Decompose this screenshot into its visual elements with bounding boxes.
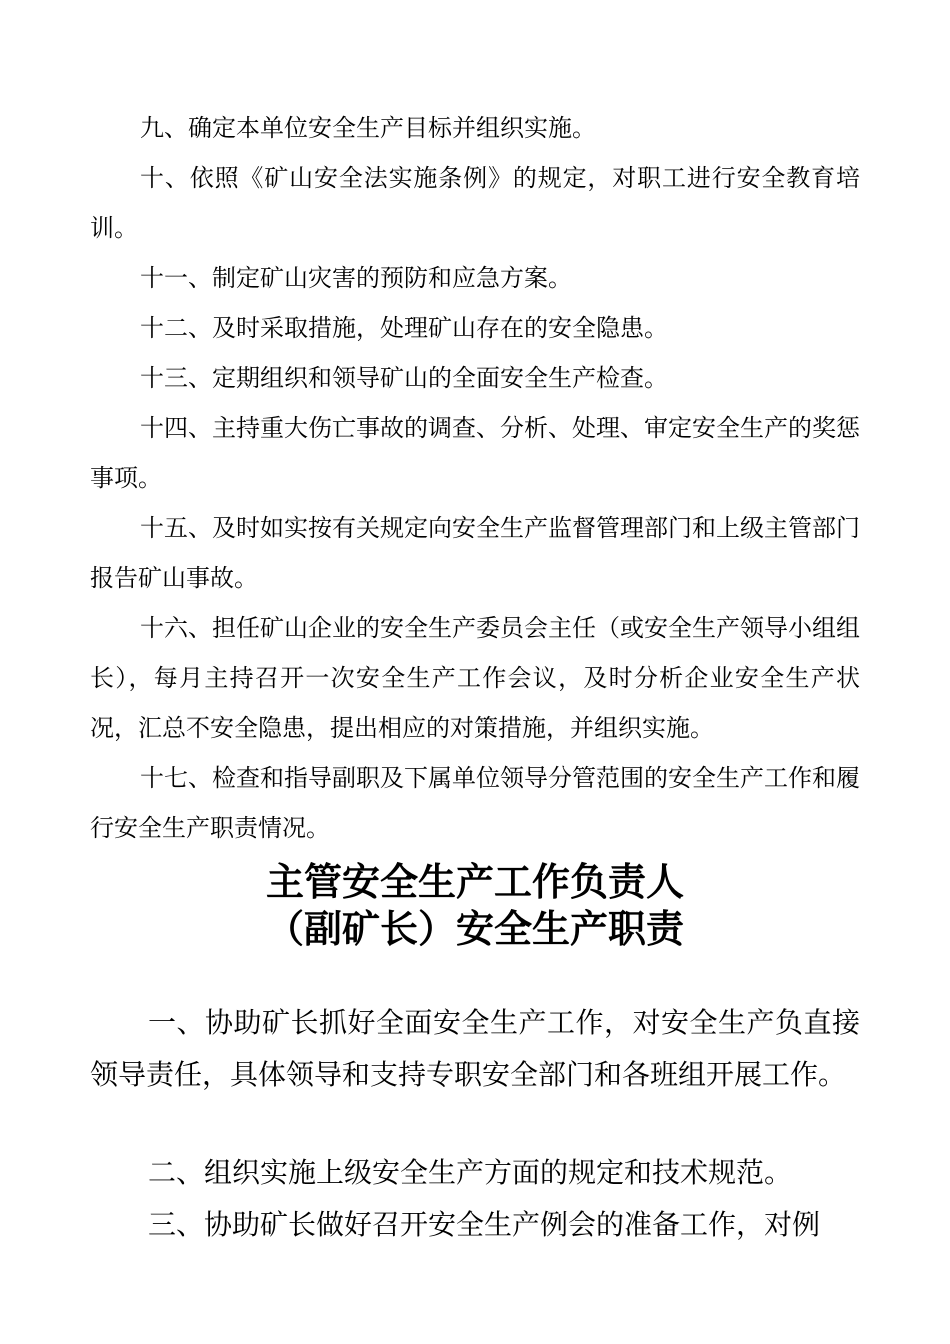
section-title-line-1: 主管安全生产工作负责人 <box>265 860 684 904</box>
vice-duty-item-3: 三、协助矿长做好召开安全生产例会的准备工作，对例 <box>148 1208 821 1241</box>
section-title-line-2: （副矿长）安全生产职责 <box>265 907 684 951</box>
vice-duty-item-1: 一、协助矿长抓好全面安全生产工作，对安全生产负直接领导责任，具体领导和支持专职安全部门和各班组开展工作。 <box>90 1006 860 1091</box>
duty-item-10: 十、依照《矿山安全法实施条例》的规定，对职工进行安全教育培训。 <box>90 164 860 242</box>
duty-item-14: 十四、主持重大伤亡事故的调查、分析、处理、审定安全生产的奖惩事项。 <box>90 414 860 492</box>
duty-item-15: 十五、及时如实按有关规定向安全生产监督管理部门和上级主管部门报告矿山事故。 <box>90 514 860 592</box>
vice-duty-item-2: 二、组织实施上级安全生产方面的规定和技术规范。 <box>148 1156 793 1189</box>
duty-item-9: 九、确定本单位安全生产目标并组织实施。 <box>140 114 596 142</box>
duty-item-12: 十二、及时采取措施，处理矿山存在的安全隐患。 <box>140 314 668 342</box>
duty-item-16: 十六、担任矿山企业的安全生产委员会主任（或安全生产领导小组组长），每月主持召开一次安全生产工作会议，及时分析企业安全生产状况，汇总不安全隐患，提出相应的对策措施，并组织实施。 <box>90 614 860 742</box>
duty-item-17: 十七、检查和指导副职及下属单位领导分管范围的安全生产工作和履行安全生产职责情况。 <box>90 764 860 842</box>
duty-item-13: 十三、定期组织和领导矿山的全面安全生产检查。 <box>140 364 668 392</box>
duty-item-11: 十一、制定矿山灾害的预防和应急方案。 <box>140 264 572 292</box>
